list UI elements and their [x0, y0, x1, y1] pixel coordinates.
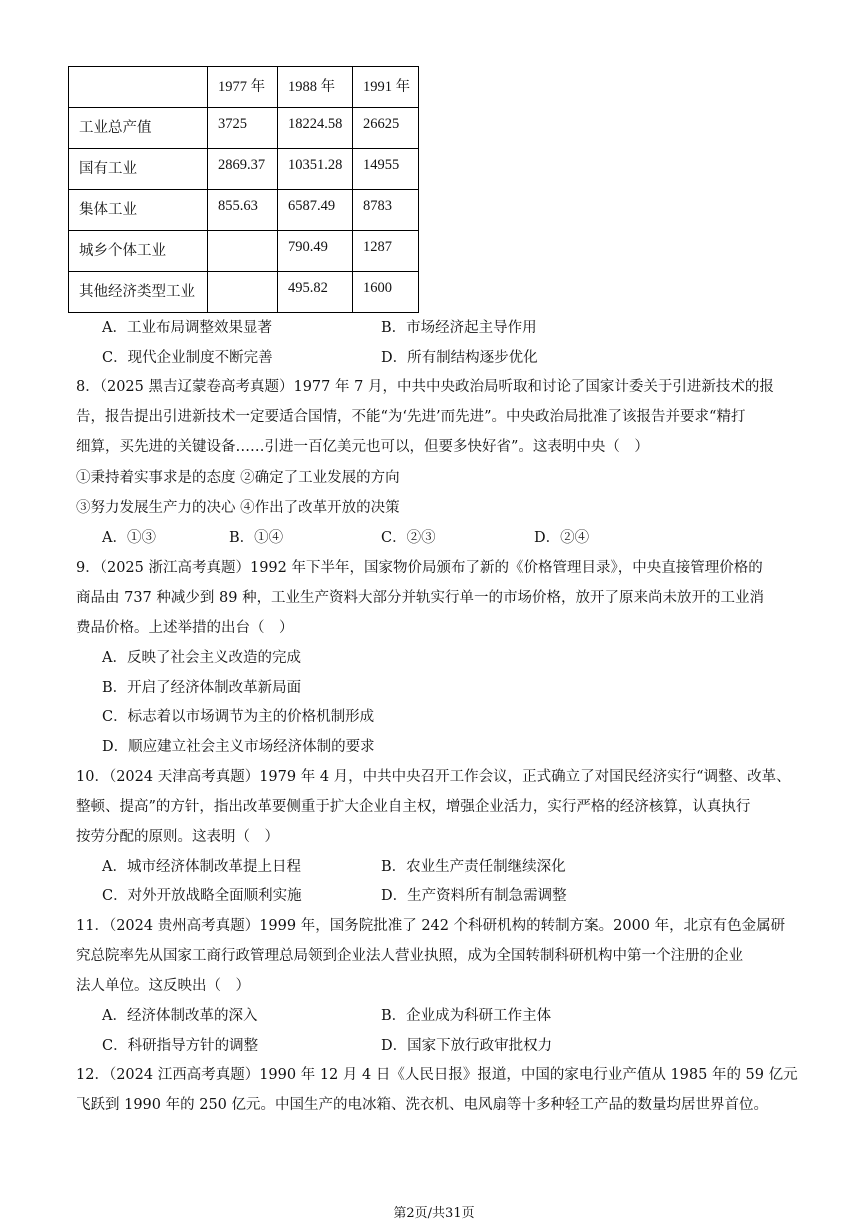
question-11-line: 11．（2024 贵州高考真题）1999 年，国务院批准了 242 个科研机构的转制方案。2000 年，北京有色金属研 [76, 918, 786, 934]
table-cell: 1600 [353, 272, 419, 313]
table-row [69, 272, 419, 313]
table-cell: 18224.58 [278, 108, 353, 149]
table-cell: 其他经济类型工业 [69, 272, 208, 313]
q11-option-c: C．科研指导方针的调整 [102, 1038, 259, 1054]
table-header-row [69, 67, 419, 108]
q10-option-c: C．对外开放战略全面顺利实施 [102, 888, 302, 904]
q7-option-b: B．市场经济起主导作用 [381, 320, 537, 336]
table-cell: 10351.28 [278, 149, 353, 190]
table-cell: 8783 [353, 190, 419, 231]
question-12-line: 12．（2024 江西高考真题）1990 年 12 月 4 日《人民日报》报道，中国的家电行业产值从 1985 年的 59 亿元 [76, 1067, 798, 1083]
q8-option-d: D．②④ [534, 530, 590, 546]
table-row [69, 190, 419, 231]
table-cell: 14955 [353, 149, 419, 190]
question-11-line: 法人单位。这反映出（ ） [76, 978, 250, 994]
table-row [69, 108, 419, 149]
table-cell [208, 231, 278, 272]
question-8-line: 细算，买先进的关键设备……引进一百亿美元也可以，但要多快好省”。这表明中央（ ） [76, 439, 649, 455]
page-number: 第2页/共31页 [393, 1206, 475, 1221]
question-9-line: 费品价格。上述举措的出台（ ） [76, 620, 294, 636]
q9-option-b: B．开启了经济体制改革新局面 [102, 680, 302, 696]
q10-option-d: D．生产资料所有制急需调整 [381, 888, 567, 904]
q8-option-c: C．②③ [381, 530, 436, 546]
q10-option-a: A．城市经济体制改革提上日程 [102, 859, 301, 875]
table-cell: 495.82 [278, 272, 353, 313]
table-header-cell: 1988 年 [278, 67, 353, 108]
question-11-stem [76, 911, 796, 1001]
table-cell: 1287 [353, 231, 419, 272]
table-row [69, 149, 419, 190]
table-header-cell [69, 67, 208, 108]
table-cell: 6587.49 [278, 190, 353, 231]
question-9-stem [76, 553, 796, 643]
table-cell: 2869.37 [208, 149, 278, 190]
question-12-line: 飞跃到 1990 年的 250 亿元。中国生产的电冰箱、洗衣机、电风扇等十多种轻工产品的数量均居世界首位。 [76, 1097, 769, 1113]
question-9-line: 9．（2025 浙江高考真题）1992 年下半年，国家物价局颁布了新的《价格管理目录》，中央直接管理价格的 [76, 560, 763, 576]
q8-statements-line-2: ③努力发展生产力的决心 ④作出了改革开放的决策 [76, 500, 400, 516]
q10-option-b: B．农业生产责任制继续深化 [381, 859, 566, 875]
q7-option-c: C．现代企业制度不断完善 [102, 350, 273, 366]
q11-option-d: D．国家下放行政审批权力 [381, 1038, 553, 1054]
q8-statements-line-1: ①秉持着实事求是的态度 ②确定了工业发展的方向 [76, 470, 400, 486]
q7-option-d: D．所有制结构逐步优化 [381, 350, 538, 366]
question-8-line: 8．（2025 黑吉辽蒙卷高考真题）1977 年 7 月，中共中央政治局听取和讨论了国家计委关于引进新技术的报 [76, 379, 774, 395]
table-cell: 26625 [353, 108, 419, 149]
question-8-stem [76, 372, 796, 462]
table-header-cell: 1977 年 [208, 67, 278, 108]
table-cell: 城乡个体工业 [69, 231, 208, 272]
question-11-line: 究总院率先从国家工商行政管理总局领到企业法人营业执照，成为全国转制科研机构中第一个注册的企业 [76, 948, 743, 964]
table-cell: 790.49 [278, 231, 353, 272]
table-cell: 3725 [208, 108, 278, 149]
table-cell [208, 272, 278, 313]
table-row [69, 231, 419, 272]
question-9-line: 商品由 737 种减少到 89 种，工业生产资料大部分并轨实行单一的市场价格，放开了原来尚未放开的工业消 [76, 590, 765, 606]
question-12-stem [76, 1060, 796, 1120]
industry-output-table [68, 66, 419, 313]
question-10-stem [76, 762, 796, 852]
question-10-line: 按劳分配的原则。这表明（ ） [76, 829, 279, 845]
table-header-cell: 1991 年 [353, 67, 419, 108]
q9-option-c: C．标志着以市场调节为主的价格机制形成 [102, 709, 375, 725]
table-cell: 855.63 [208, 190, 278, 231]
question-10-line: 10．（2024 天津高考真题）1979 年 4 月，中共中央召开工作会议，正式确立了对国民经济实行“调整、改革、 [76, 769, 791, 785]
q7-option-a: A．工业布局调整效果显著 [102, 320, 272, 336]
question-10-line: 整顿、提高”的方针，指出改革要侧重于扩大企业自主权，增强企业活力，实行严格的经济核算，认真执行 [76, 799, 751, 815]
q9-option-d: D．顺应建立社会主义市场经济体制的要求 [102, 739, 375, 755]
table-cell: 集体工业 [69, 190, 208, 231]
question-8-line: 告，报告提出引进新技术一定要适合国情，不能“为‘先进’而先进”。中央政治局批准了该报告并要求“精打 [76, 409, 746, 425]
table-cell: 工业总产值 [69, 108, 208, 149]
q8-option-b: B．①④ [229, 530, 284, 546]
q9-option-a: A．反映了社会主义改造的完成 [102, 650, 301, 666]
q8-option-a: A．①③ [102, 530, 156, 546]
q11-option-a: A．经济体制改革的深入 [102, 1008, 258, 1024]
q11-option-b: B．企业成为科研工作主体 [381, 1008, 552, 1024]
table-cell: 国有工业 [69, 149, 208, 190]
